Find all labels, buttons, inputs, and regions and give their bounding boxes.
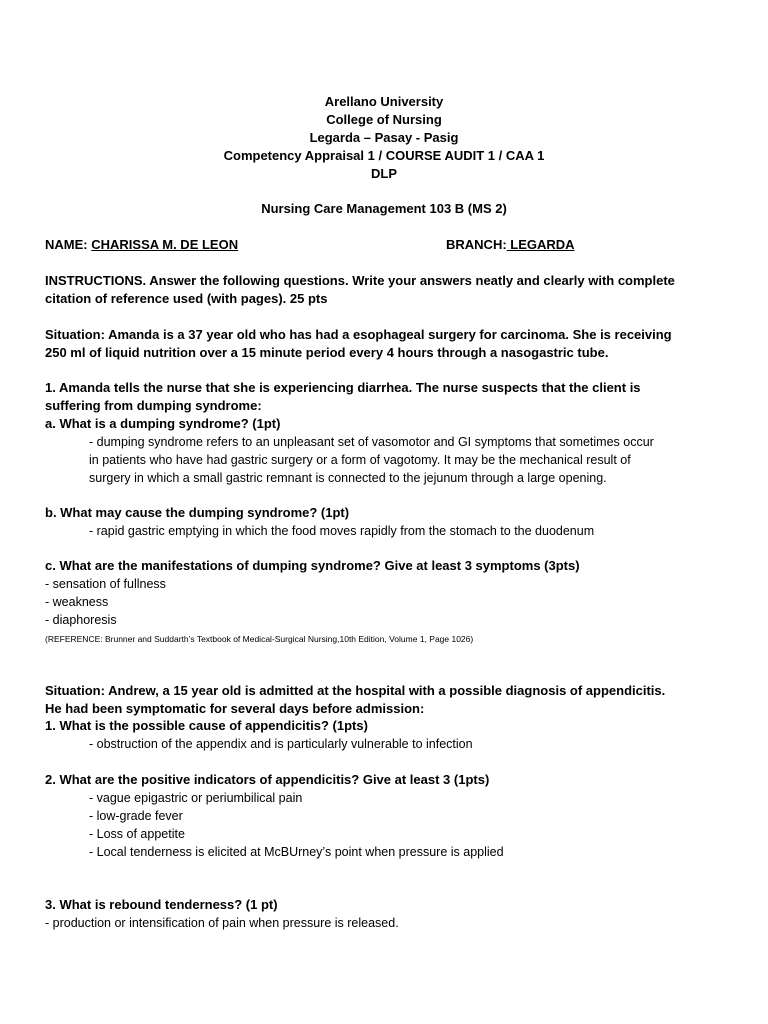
name-label: NAME: bbox=[45, 237, 88, 252]
college-name: College of Nursing bbox=[326, 112, 442, 127]
s1-question1-line-1: 1. Amanda tells the nurse that she is experiencing diarrhea. The nurse suspects that the client is bbox=[45, 380, 641, 395]
s1-answer-c-item-1: - sensation of fullness bbox=[45, 577, 166, 591]
reference-citation: (REFERENCE: Brunner and Suddarth’s Textbook of Medical-Surgical Nursing,10th Edition, Volume 1, Page 1026) bbox=[45, 634, 474, 644]
situation1-line-2: 250 ml of liquid nutrition over a 15 minute period every 4 hours through a nasogastric tube. bbox=[45, 345, 609, 360]
s2-answer-2-item-3: - Loss of appetite bbox=[89, 827, 185, 841]
s1-answer-a-line-3: surgery in which a small gastric remnant is connected to the jejunum through a large opening. bbox=[89, 471, 607, 485]
instructions-line-2: citation of reference used (with pages). 25 pts bbox=[45, 291, 328, 306]
instructions-line-1: INSTRUCTIONS. Answer the following questions. Write your answers neatly and clearly with complete bbox=[45, 273, 675, 288]
s2-question-3: 3. What is rebound tenderness? (1 pt) bbox=[45, 897, 278, 912]
document-type: DLP bbox=[371, 166, 397, 181]
s1-question-a: a. What is a dumping syndrome? (1pt) bbox=[45, 416, 281, 431]
s2-answer-2-item-4: - Local tenderness is elicited at McBUrney’s point when pressure is applied bbox=[89, 845, 504, 859]
s2-answer-2-item-1: - vague epigastric or periumbilical pain bbox=[89, 791, 303, 805]
s1-answer-a-line-1: - dumping syndrome refers to an unpleasant set of vasomotor and GI symptoms that sometimes occur bbox=[89, 435, 654, 449]
s2-question-2: 2. What are the positive indicators of appendicitis? Give at least 3 (1pts) bbox=[45, 772, 490, 787]
s1-answer-c-item-3: - diaphoresis bbox=[45, 613, 117, 627]
s1-question1-line-2: suffering from dumping syndrome: bbox=[45, 398, 262, 413]
name-value: CHARISSA M. DE LEON bbox=[91, 237, 239, 252]
s1-answer-a-line-2: in patients who have had gastric surgery or a form of vagotomy. It may be the mechanical result of bbox=[89, 453, 631, 467]
s1-answer-b: - rapid gastric emptying in which the food moves rapidly from the stomach to the duodenum bbox=[89, 524, 595, 538]
course-title: Nursing Care Management 103 B (MS 2) bbox=[261, 201, 507, 216]
s2-answer-1: - obstruction of the appendix and is particularly vulnerable to infection bbox=[89, 737, 473, 751]
s2-answer-2-item-2: - low-grade fever bbox=[89, 809, 183, 823]
campus-list: Legarda – Pasay - Pasig bbox=[309, 130, 459, 145]
student-branch-line bbox=[446, 236, 575, 254]
university-name: Arellano University bbox=[324, 94, 444, 109]
appraisal-title: Competency Appraisal 1 / COURSE AUDIT 1 / CAA 1 bbox=[223, 148, 545, 163]
s1-answer-c-item-2: - weakness bbox=[45, 595, 109, 609]
s2-question-1: 1. What is the possible cause of appendicitis? (1pts) bbox=[45, 718, 368, 733]
branch-label: BRANCH: bbox=[446, 237, 507, 252]
document-header bbox=[0, 93, 768, 183]
situation2-line-2: He had been symptomatic for several days before admission: bbox=[45, 701, 425, 716]
situation2-line-1: Situation: Andrew, a 15 year old is admitted at the hospital with a possible diagnosis of appendicitis. bbox=[45, 683, 666, 698]
situation1-line-1: Situation: Amanda is a 37 year old who has had a esophageal surgery for carcinoma. She is receiving bbox=[45, 327, 672, 342]
student-name-line bbox=[45, 236, 238, 254]
s2-answer-3: - production or intensification of pain when pressure is released. bbox=[45, 916, 399, 930]
s1-question-b: b. What may cause the dumping syndrome? (1pt) bbox=[45, 505, 350, 520]
s1-question-c: c. What are the manifestations of dumping syndrome? Give at least 3 symptoms (3pts) bbox=[45, 558, 580, 573]
branch-value: LEGARDA bbox=[506, 237, 575, 252]
